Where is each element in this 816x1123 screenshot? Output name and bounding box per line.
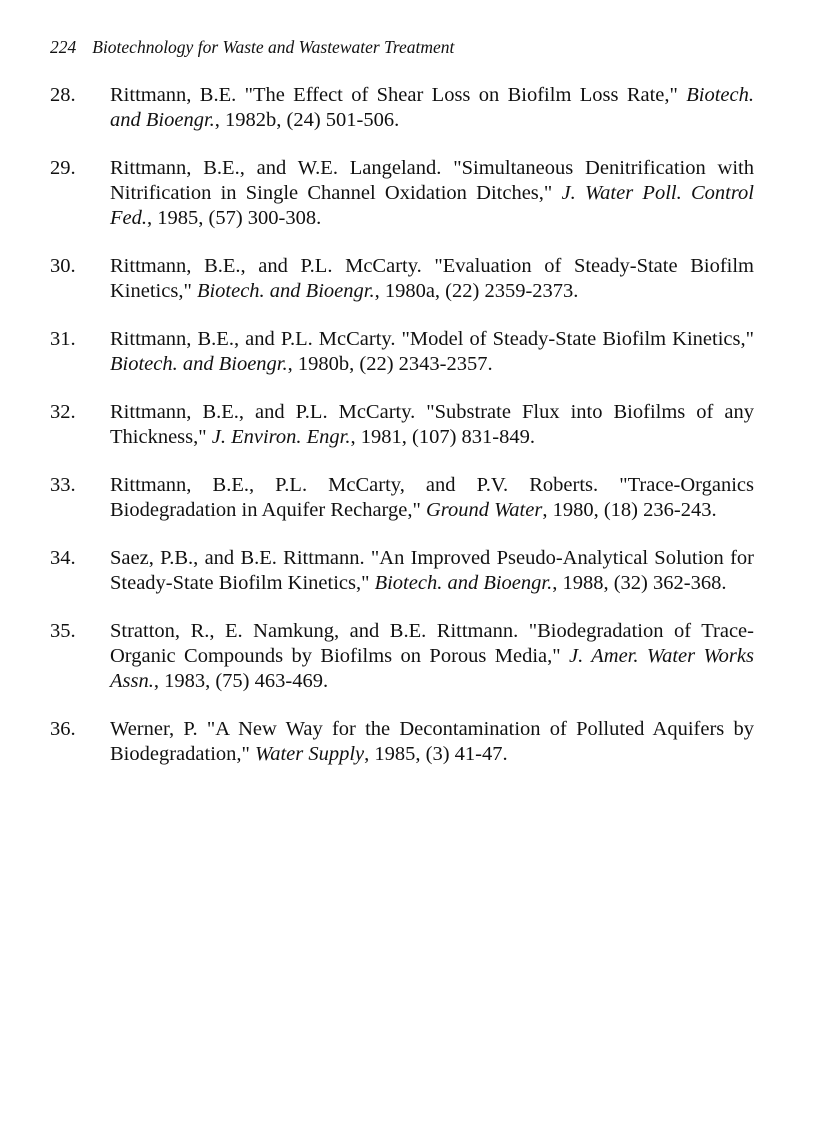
reference-number: 35. [50, 620, 76, 642]
reference-number: 32. [50, 401, 76, 423]
reference-text [110, 400, 754, 450]
reference-number: 30. [50, 255, 76, 277]
reference-citation: Rittmann, B.E., and W.E. Langeland. "Simultaneous Denitrification with Nitrification in Single Channel Oxidation Ditches," [110, 157, 754, 204]
reference-item [50, 473, 754, 523]
reference-text [110, 83, 754, 133]
reference-details: , 1985, (57) 300-308. [147, 207, 322, 229]
running-head [50, 36, 454, 58]
reference-item [50, 717, 754, 767]
reference-item [50, 254, 754, 304]
reference-citation: Rittmann, B.E., and P.L. McCarty. "Substrate Flux into Biofilms of any Thickness," [110, 401, 754, 448]
reference-number: 31. [50, 328, 76, 350]
book-title: Biotechnology for Waste and Wastewater Treatment [92, 37, 455, 57]
reference-item [50, 619, 754, 694]
reference-citation: Stratton, R., E. Namkung, and B.E. Rittmann. "Biodegradation of Trace-Organic Compounds by Biofilms on Porous Media," [110, 620, 754, 667]
reference-number: 33. [50, 474, 76, 496]
reference-item [50, 400, 754, 450]
reference-item [50, 546, 754, 596]
reference-number: 36. [50, 718, 76, 740]
reference-details: , 1980, (18) 236-243. [542, 499, 717, 521]
reference-citation: Rittmann, B.E., and P.L. McCarty. "Evaluation of Steady-State Biofilm Kinetics," [110, 255, 754, 302]
reference-journal: Water Supply [255, 743, 365, 765]
reference-journal: J. Environ. Engr. [211, 426, 351, 448]
reference-item [50, 327, 754, 377]
reference-journal: J. Amer. Water Works Assn. [110, 645, 754, 692]
reference-list [50, 83, 754, 790]
reference-text [110, 327, 754, 377]
reference-text [110, 619, 754, 694]
reference-item [50, 83, 754, 133]
reference-journal: Biotech. and Bioengr. [196, 280, 375, 302]
reference-citation: Saez, P.B., and B.E. Rittmann. "An Improved Pseudo-Analytical Solution for Steady-State Biofilm Kinetics," [110, 547, 754, 594]
reference-text [110, 254, 754, 304]
reference-text [110, 156, 754, 231]
reference-details: , 1982b, (24) 501-506. [214, 109, 400, 131]
reference-details: , 1980a, (22) 2359-2373. [374, 280, 579, 302]
reference-journal: Biotech. and Bioengr. [374, 572, 553, 594]
reference-journal: J. Water Poll. Control Fed. [110, 182, 754, 229]
reference-item [50, 156, 754, 231]
reference-number: 28. [50, 84, 76, 106]
reference-number: 34. [50, 547, 76, 569]
reference-text [110, 473, 754, 523]
reference-details: , 1983, (75) 463-469. [153, 670, 329, 692]
reference-details: , 1985, (3) 41-47. [364, 743, 508, 765]
reference-journal: Ground Water [425, 499, 543, 521]
reference-details: , 1988, (32) 362-368. [552, 572, 727, 594]
reference-text [110, 546, 754, 596]
reference-citation: Rittmann, B.E., P.L. McCarty, and P.V. Roberts. "Trace-Organics Biodegradation in Aquifer Recharge," [110, 474, 754, 521]
reference-journal: Biotech. and Bioengr. [110, 353, 288, 375]
page-number: 224 [50, 37, 77, 57]
reference-citation: Rittmann, B.E. "The Effect of Shear Loss on Biofilm Loss Rate," [110, 84, 687, 106]
reference-details: , 1980b, (22) 2343-2357. [287, 353, 493, 375]
reference-journal: Biotech. and Bioengr. [110, 84, 754, 131]
reference-number: 29. [50, 157, 76, 179]
reference-citation: Rittmann, B.E., and P.L. McCarty. "Model of Steady-State Biofilm Kinetics," [110, 328, 754, 350]
reference-details: , 1981, (107) 831-849. [350, 426, 535, 448]
reference-text [110, 717, 754, 767]
reference-citation: Werner, P. "A New Way for the Decontamination of Polluted Aquifers by Biodegradation," [110, 718, 754, 765]
